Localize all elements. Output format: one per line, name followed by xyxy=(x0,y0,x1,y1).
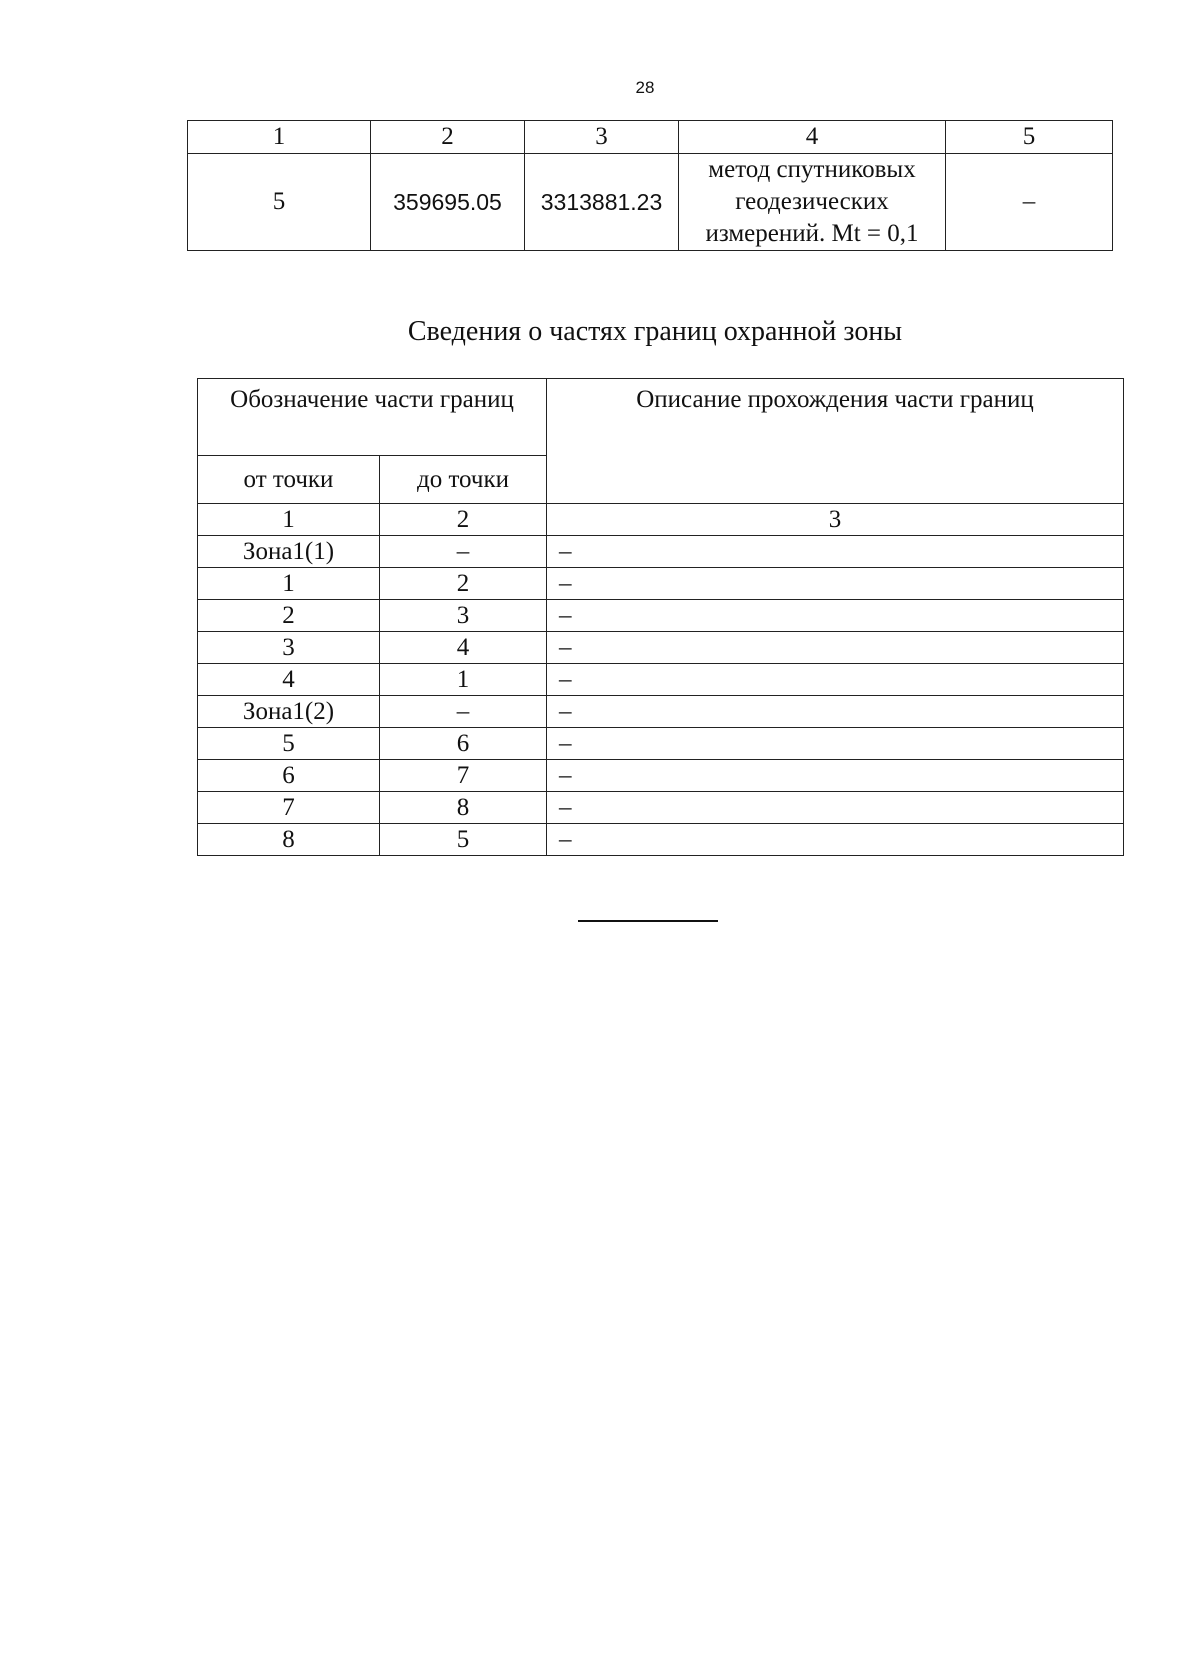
table-row xyxy=(198,536,1124,568)
to-point: 8 xyxy=(380,792,547,824)
end-of-document-rule xyxy=(578,920,718,922)
from-point: 8 xyxy=(198,824,380,856)
point-description: – xyxy=(946,154,1113,251)
from-point: 7 xyxy=(198,792,380,824)
to-point: 3 xyxy=(380,600,547,632)
column-number: 3 xyxy=(525,121,679,154)
section-title: Сведения о частях границ охранной зоны xyxy=(407,316,903,347)
from-point-header: от точки xyxy=(198,456,380,504)
part-description: – xyxy=(547,696,1124,728)
table-header-row xyxy=(198,379,1124,456)
description-header: Описание прохождения части границ xyxy=(547,379,1124,504)
from-point: 3 xyxy=(198,632,380,664)
to-point: – xyxy=(380,696,547,728)
page-number: 28 xyxy=(635,78,655,97)
part-description: – xyxy=(547,664,1124,696)
column-numbers-row xyxy=(198,504,1124,536)
method-line: измерений. Mt = 0,1 xyxy=(705,220,919,247)
from-point: Зона1(2) xyxy=(198,696,380,728)
from-point: 2 xyxy=(198,600,380,632)
to-point: 2 xyxy=(380,568,547,600)
to-point: 5 xyxy=(380,824,547,856)
to-point: 4 xyxy=(380,632,547,664)
from-point: 6 xyxy=(198,760,380,792)
to-point: – xyxy=(380,536,547,568)
part-description: – xyxy=(547,792,1124,824)
column-number: 1 xyxy=(198,504,380,536)
table-header-row xyxy=(188,121,1113,154)
coordinate-y: 3313881.23 xyxy=(525,154,679,251)
column-number: 2 xyxy=(380,504,547,536)
to-point: 7 xyxy=(380,760,547,792)
part-description: – xyxy=(547,728,1124,760)
coordinates-table xyxy=(187,120,1113,251)
method-cell xyxy=(679,154,946,251)
designation-header: Обозначение части границ xyxy=(198,379,547,456)
part-description: – xyxy=(547,632,1124,664)
table-row xyxy=(198,696,1124,728)
part-description: – xyxy=(547,536,1124,568)
part-description: – xyxy=(547,824,1124,856)
table-row xyxy=(198,728,1124,760)
table-row xyxy=(198,632,1124,664)
column-number: 1 xyxy=(188,121,371,154)
column-number: 3 xyxy=(547,504,1124,536)
part-description: – xyxy=(547,568,1124,600)
from-point: 5 xyxy=(198,728,380,760)
from-point: 4 xyxy=(198,664,380,696)
point-number: 5 xyxy=(188,154,371,251)
table-row xyxy=(198,664,1124,696)
table-row xyxy=(198,792,1124,824)
to-point: 1 xyxy=(380,664,547,696)
table-row xyxy=(198,600,1124,632)
table-row xyxy=(188,154,1113,251)
from-point: 1 xyxy=(198,568,380,600)
column-number: 2 xyxy=(371,121,525,154)
part-description: – xyxy=(547,600,1124,632)
table-row xyxy=(198,760,1124,792)
boundary-parts-table xyxy=(197,378,1124,856)
from-point: Зона1(1) xyxy=(198,536,380,568)
to-point: 6 xyxy=(380,728,547,760)
method-line: метод спутниковых xyxy=(708,156,916,183)
coordinate-x: 359695.05 xyxy=(371,154,525,251)
column-number: 4 xyxy=(679,121,946,154)
column-number: 5 xyxy=(946,121,1113,154)
table-row xyxy=(198,824,1124,856)
to-point-header: до точки xyxy=(380,456,547,504)
table-row xyxy=(198,568,1124,600)
method-line: геодезических xyxy=(735,188,889,215)
part-description: – xyxy=(547,760,1124,792)
